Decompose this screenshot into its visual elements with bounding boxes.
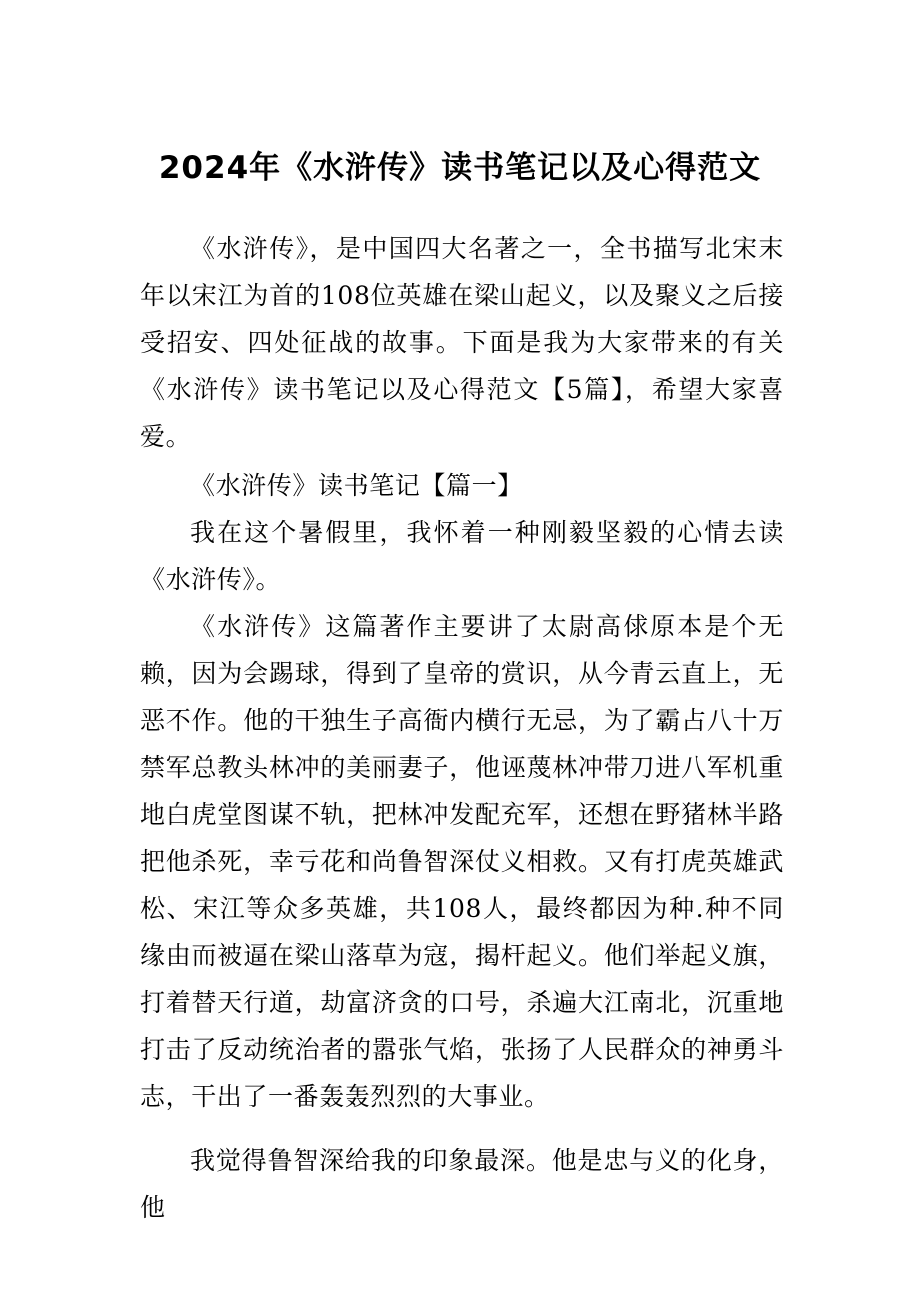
document-title: 2024年《水浒传》读书笔记以及心得范文 xyxy=(158,150,762,186)
body-paragraph: 我在这个暑假里，我怀着一种刚毅坚毅的心情去读《水浒传》。 xyxy=(140,518,784,594)
section-heading: 《水浒传》读书笔记【篇一】 xyxy=(190,471,523,500)
body-paragraph: 我觉得鲁智深给我的印象最深。他是忠与义的化身，他 xyxy=(140,1146,784,1222)
intro-paragraph: 《水浒传》，是中国四大名著之一，全书描写北宋末年以宋江为首的108位英雄在梁山起义，以及聚义之后接受招安、四处征战的故事。下面是我为大家带来的有关《水浒传》读书笔记以及心得范文【5篇】，希望大家喜爱。 xyxy=(140,234,784,451)
body-paragraph: 《水浒传》这篇著作主要讲了太尉高俅原本是个无赖，因为会踢球，得到了皇帝的赏识，从今青云直上，无恶不作。他的干独生子高衙内横行无忌，为了霸占八十万禁军总教头林冲的美丽妻子，他诬蔑林冲带刀进八军机重地白虎堂图谋不轨，把林冲发配充军，还想在野猪林半路把他杀死，幸亏花和尚鲁智深仗义相救。又有打虎英雄武松、宋江等众多英雄，共108人，最终都因为种.种不同缘由而被逼在梁山落草为寇，揭杆起义。他们举起义旗，打着替天行道，劫富济贪的口号，杀遍大江南北，沉重地打击了反动统治者的嚣张气焰，张扬了人民群众的神勇斗志，干出了一番轰轰烈烈的大事业。 xyxy=(140,612,784,1111)
